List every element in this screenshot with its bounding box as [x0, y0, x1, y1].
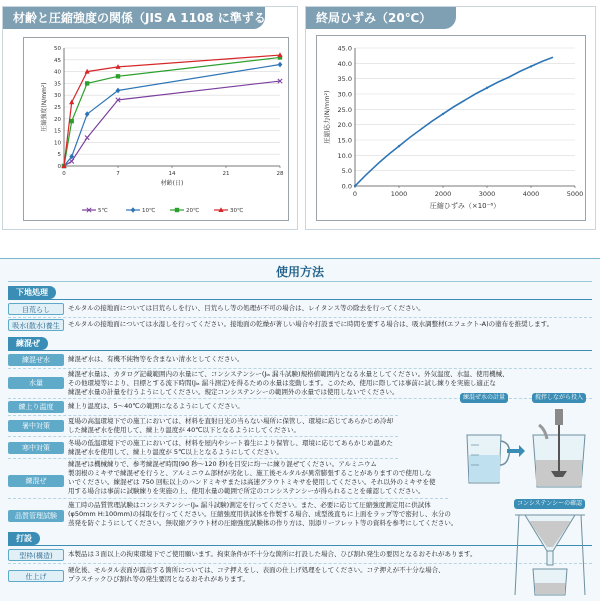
row-text-wetting: モルタルの接地面については水湿しを行ってください。接地面の乾燥が著しい場合や打設までに時間を要する場合は、吸水調整材(エフェクト-A)の塗布を推奨します。	[68, 320, 554, 328]
x-tick-label: 0	[352, 190, 358, 198]
row-label-form: 型枠(構造)	[8, 549, 64, 561]
mixing-bucket-icon	[533, 409, 585, 487]
data-point	[486, 87, 488, 89]
y-tick-label: 10	[54, 140, 61, 147]
data-point	[69, 99, 74, 104]
stress-strain-chart	[317, 36, 585, 220]
section-divider-mixing	[8, 350, 592, 351]
usage-title: 使用方法	[275, 265, 324, 279]
y-tick-label: 25	[54, 105, 61, 111]
consistency-illustration	[505, 511, 595, 599]
y-tick-label: 50	[54, 46, 61, 52]
y-tick-label: 15	[54, 128, 61, 135]
data-point	[278, 62, 283, 68]
row-divider	[8, 415, 398, 416]
y-tick-label: 20	[54, 116, 61, 123]
row-label-wetting: 吸水(散水)養生	[8, 319, 64, 331]
row-text-water: 練混ぜ水は、有機不純物等を含まない清水としてください。	[68, 355, 244, 363]
section-header-mixing: 練混ぜ	[8, 337, 48, 350]
legend-marker	[131, 207, 136, 213]
section-divider-prep	[8, 299, 592, 300]
row-divider	[8, 368, 592, 369]
strength-age-panel-title: 材齢と圧縮強度の関係（JIS A 1108 に準ずる）	[3, 7, 265, 29]
y-tick-label: 35	[54, 81, 61, 88]
row-divider	[8, 458, 398, 459]
illus-title-measure: 練混ぜ水の計量	[460, 393, 508, 403]
data-point	[442, 113, 444, 115]
series-line	[64, 65, 280, 166]
legend-label: 20℃	[186, 208, 200, 214]
strength-age-chart	[24, 38, 288, 220]
measuring-cup-icon	[467, 435, 509, 483]
usage-title-divider	[8, 281, 592, 282]
row-label-mix: 練混ぜ	[8, 475, 64, 487]
row-label-finish: 仕上げ	[8, 570, 64, 582]
y-axis-label: 圧縮応力(N/mm²)	[323, 90, 331, 144]
row-label-hot: 暑中対策	[8, 420, 64, 432]
y-axis-label: 圧縮強度(N/mm²)	[41, 82, 48, 132]
x-tick-label: 2000	[434, 190, 452, 198]
x-tick-label: 5000	[566, 190, 584, 198]
y-tick-label: 45	[54, 57, 61, 64]
x-tick-label: 0	[62, 171, 66, 177]
row-text-amount: 練混ぜ水量は、カタログ記載範囲内の水量にて、コンシステンシー(Jₗₐ 漏斗試験)規格値範囲内となる水量としてください。外気温度、水温、使用機械、 その他環境等により、目標とする流下時間(Jₗₐ 漏斗測定)を得るための水量は変動します。このため、使用に際しては事前に試し練りを実施し適正な 練混ぜ水量の計量を行うようにしてください。規定コンシステンシーの範囲外の水量では使用しないでください。	[68, 370, 509, 396]
row-label-temp: 練上り温度	[8, 401, 64, 413]
y-tick-label: 40	[54, 69, 61, 76]
ultimate-strain-panel	[305, 6, 596, 230]
series-line	[64, 57, 280, 166]
legend-label: 5℃	[98, 208, 108, 214]
x-tick-label: 4000	[522, 190, 540, 198]
illus-title-mixing: 撹拌しながら投入	[532, 393, 586, 403]
legend-marker	[175, 208, 179, 212]
row-label-water: 練混ぜ水	[8, 354, 64, 366]
row-divider	[8, 317, 592, 318]
y-tick-label: 20.0	[337, 121, 352, 130]
mixing-illustration	[455, 405, 595, 495]
data-point	[85, 81, 89, 85]
stress-strain-curve	[355, 57, 553, 186]
y-tick-label: 30.0	[337, 90, 352, 99]
x-tick-label: 7	[116, 171, 120, 177]
row-label-qc: 品質管理試験	[8, 510, 64, 522]
x-tick-label: 14	[168, 171, 176, 177]
row-text-laitance: モルタルの接地面については目荒らしを行い、目荒らし等の処理が不可の場合は、レイタンス等の除去を行ってください。	[68, 304, 425, 312]
y-tick-label: 45.0	[337, 44, 352, 53]
y-tick-label: 15.0	[337, 136, 352, 145]
legend-label: 30℃	[230, 208, 244, 214]
row-text-qc: 施工時の品質管理試験はコンシステンシー(Jₗₐ 漏斗試験)測定を行ってください。また、必要に応じて圧縮強度測定用に供試体 (φ50mm H:100mm)の採取を行ってください。圧縮強度用供試体を作製する場合、成型後直ちに上面をラップ等で密封し、水分の 蒸発を防ぐようにしてください。無収縮グラウト材の圧縮強度試験体の作り方は、別添リーフレット等の資料を参考にしてください。	[68, 501, 458, 527]
series-line	[64, 81, 280, 166]
y-tick-label: 5	[57, 152, 61, 159]
y-tick-label: 10.0	[337, 151, 352, 160]
y-tick-label: 5.0	[341, 167, 352, 176]
y-tick-label: 0.0	[341, 182, 352, 191]
section-header-placing: 打設	[8, 532, 40, 545]
row-divider	[8, 498, 448, 499]
row-label-amount: 水量	[8, 377, 64, 389]
row-text-hot: 夏場の高温環境下での施工においては、材料を直射日光の当らない場所に保管し、環境に応じてあらかじめ冷却 した練混ぜ水を使用して、練上り温度が 40℃以下となるようにしてください。	[68, 417, 393, 434]
x-axis-label: 材齢(日)	[160, 180, 184, 187]
row-text-cold: 冬場の低温環境下での施工においては、材料を屋内やシート養生により保管し、環境に応じてあらかじめ温めた 練混ぜ水を使用して、練上り温度が 5℃以上となるようにしてください。	[68, 439, 393, 456]
data-point	[398, 145, 400, 147]
x-axis-label: 圧縮ひずみ（×10⁻⁶）	[429, 202, 501, 210]
data-point	[530, 65, 532, 67]
section-header-prep: 下地処理	[8, 286, 56, 299]
usage-section	[0, 258, 600, 601]
row-text-temp: 練上り温度は、5～40℃の範囲になるようにしてください。	[68, 402, 244, 410]
x-tick-label: 28	[276, 171, 284, 177]
x-tick-label: 1000	[390, 190, 408, 198]
illus-title-consistency: コンシステンシーの確認	[514, 499, 585, 509]
y-tick-label: 40.0	[337, 59, 352, 68]
legend-label: 10℃	[142, 208, 156, 214]
y-tick-label: 35.0	[337, 75, 352, 84]
row-text-mix: 練混ぜは機械練りで、参考練混ぜ時間(90 秒～120 秒)を目安に均一に練り混ぜてください。アルミニウム 製羽根のミキサで練混ぜを行うと、アルミニウム部材が劣化し、施工後モルタルが異常膨張することがありますので使用しな いでください。練混ぜは 750 回転以上のハンドミキサまたは高速グラウトミキサを使用してください。それ以外のミキサを使 用する場合は事前に試験練りを実施の上、使用水量の範囲で所定のコンシステンシーが得られることを確認してください。	[68, 460, 436, 495]
row-divider	[8, 436, 398, 437]
row-label-laitance: 目荒らし	[8, 303, 64, 315]
x-tick-label: 21	[222, 171, 230, 177]
stress-strain-chart-frame	[316, 35, 586, 221]
ultimate-strain-panel-title: 終局ひずみ（20℃）	[306, 7, 456, 29]
row-text-finish: 硬化後、モルタル表面が露出する箇所については、コテ押えをし、表面の仕上げ処理をしてください。コテ押えが不十分な場合、 プラスチックひび割れ等の発生要因となるおそれがあります。	[68, 566, 445, 583]
beaker-icon	[533, 569, 567, 595]
y-tick-label: 25.0	[337, 105, 352, 114]
x-tick-label: 3000	[478, 190, 496, 198]
strength-age-chart-frame	[23, 37, 289, 221]
row-text-form: 本製品は３面以上の拘束環境下でご使用願います。拘束条件が不十分な箇所に打設した場合、ひび割れ発生の要因となるおそれがあります。	[68, 550, 477, 558]
data-point	[354, 185, 356, 187]
strength-age-panel	[2, 6, 298, 230]
y-tick-label: 30	[54, 93, 61, 100]
y-tick-label: 0	[57, 164, 61, 170]
row-label-cold: 寒中対策	[8, 442, 64, 454]
data-point	[116, 74, 120, 78]
